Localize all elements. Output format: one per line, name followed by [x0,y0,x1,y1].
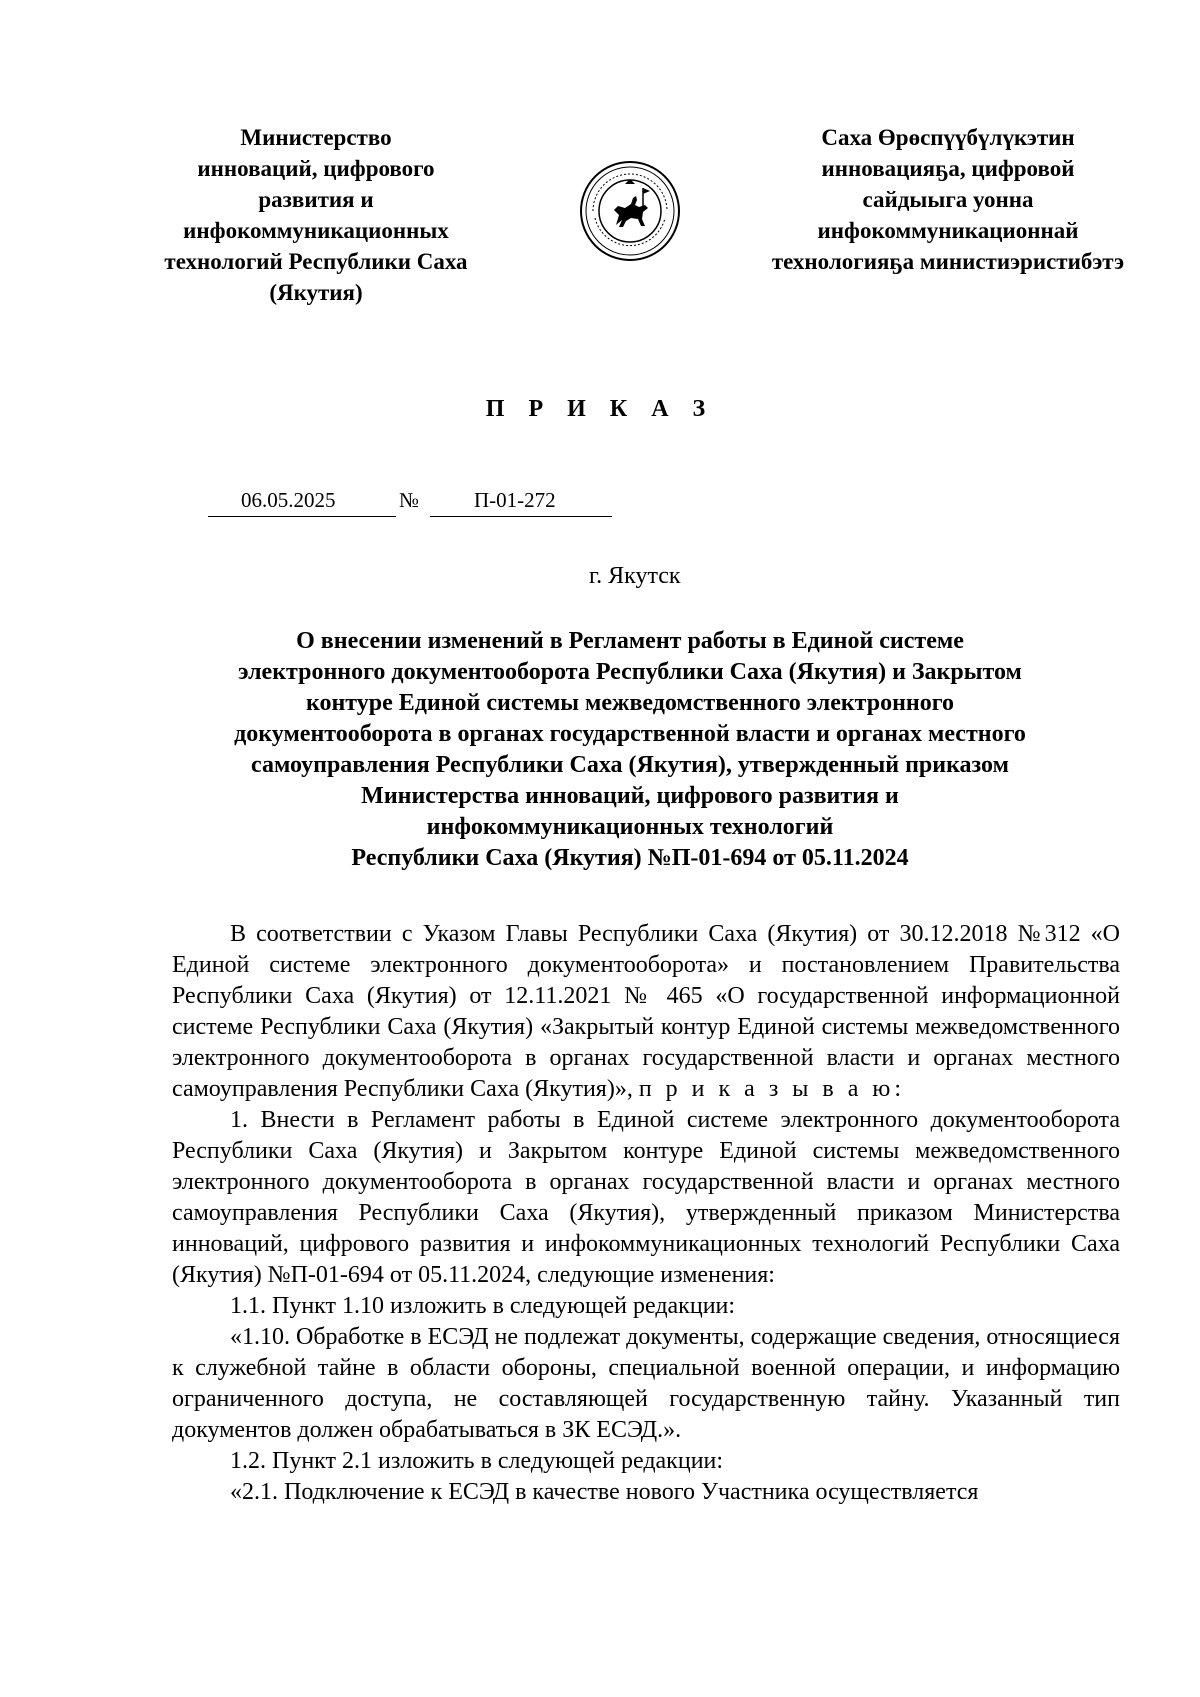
header-line: (Якутия) [269,280,363,305]
city: г. Якутск [589,563,681,589]
item-1-2: 1.2. Пункт 2.1 изложить в следующей редакции: [230,1448,724,1474]
header-line: технологий Республики Саха [164,249,468,274]
order-subject [130,626,1130,874]
item-1-1-text: «1.10. Обработке в ЕСЭД не подлежат документы, содержащие сведения, относящиеся к служебной тайне в области обороны, специальной военной операции, и информацию ограниченного доступа, не составляющей государственную тайну. Указанный тип документов должен обрабатываться в ЗК ЕСЭД.». [172,1324,1120,1443]
header-line: технологияҕа министиэристибэтэ [771,249,1125,274]
subject-line: Министерства инноваций, цифрового развития и [361,783,899,809]
order-word: п р и к а з ы в а ю: [638,1076,906,1102]
number-underline [430,516,612,517]
header-line: сайдыыга уонна [862,187,1034,212]
document-title: П Р И К А З [485,396,715,422]
subject-line: Республики Саха (Якутия) №П-01-694 от 05.11.2024 [351,845,909,871]
preamble-paragraph [172,919,1120,1105]
header-line: инфокоммуникационных [183,218,449,243]
header-line: Саха Өрөспүүбүлүкэтин [821,125,1075,150]
subject-line: самоуправления Республики Саха (Якутия), утвержденный приказом [251,752,1009,778]
order-date-number [208,486,612,520]
subject-line: электронного документооборота Республики Саха (Якутия) и Закрытом [238,659,1022,685]
date-underline [208,516,396,517]
subject-line: документооборота в органах государственной власти и органах местного [234,721,1026,747]
document-body [172,919,1120,1508]
item-1: 1. Внести в Регламент работы в Единой системе электронного документооборота Республики Саха (Якутия) и Закрытом контуре Единой системы межведомственного электронного документооборота в органах государственной власти и органах местного самоуправления Республики Саха (Якутия), утвержденный приказом Министерства инноваций, цифрового развития и инфокоммуникационных технологий Республики Саха (Якутия) №П-01-694 от 05.11.2024, следующие изменения: [172,1107,1120,1288]
header-line: инноваций, цифрового [197,156,435,181]
number-sign: № [399,488,420,512]
subject-line: О внесении изменений в Регламент работы в Единой системе [296,628,964,654]
subject-line: контуре Единой системы межведомственного электронного [305,690,955,716]
preamble-text: В соответствии с Указом Главы Республики Саха (Якутия) от 30.12.2018 №312 «О Единой системе электронного документооборота» и постановлением Правительства Республики Саха (Якутия) от 12.11.2021 № 465 «О государственной информационной системе Республики Саха (Якутия) «Закрытый контур Единой системы межведомственного электронного документооборота в органах государственной власти и органах местного самоуправления Республики Саха (Якутия)», [172,921,1120,1102]
header-line: инновацияҕа, цифровой [821,156,1075,181]
subject-line: инфокоммуникационных технологий [426,814,834,840]
ministry-name-russian [130,122,502,308]
header-line: инфокоммуникационнай [817,218,1079,243]
order-number: П-01-272 [474,488,556,512]
ministry-name-yakut [723,122,1173,277]
item-1-1: 1.1. Пункт 1.10 изложить в следующей редакции: [230,1293,736,1319]
header-line: развития и [258,187,374,212]
order-date: 06.05.2025 [241,488,336,512]
header-line: Министерство [240,125,392,150]
coat-of-arms-icon [579,160,681,262]
item-2-1-text: «2.1. Подключение к ЕСЭД в качестве нового Участника осуществляется [230,1479,979,1505]
